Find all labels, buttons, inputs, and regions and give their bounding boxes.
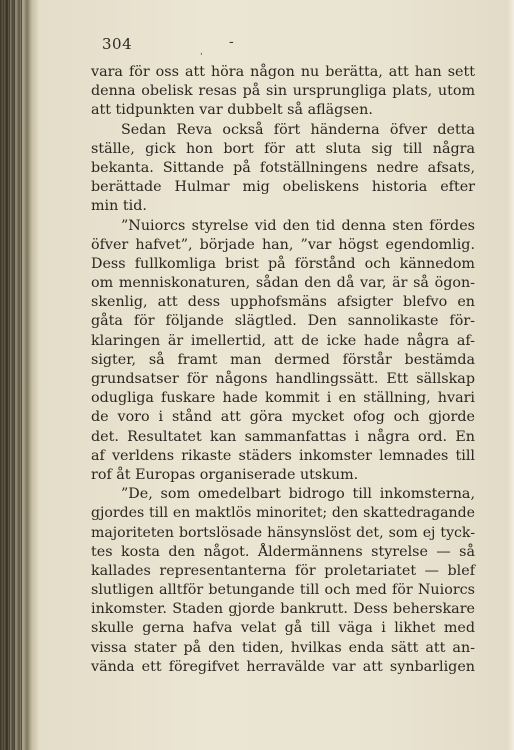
text-line: sigter, så framt man dermed förstår bestämda: [91, 351, 475, 368]
text-line: gåta för följande slägtled. Den sannolikaste för-: [91, 313, 475, 330]
text-line: inkomster. Staden gjorde bankrutt. Dess beherskare: [91, 601, 475, 618]
text-line: slutligen alltför betungande till och med för Nuiorcs: [91, 582, 475, 599]
body-text: [91, 63, 475, 677]
text-line: bekanta. Sittande på fotställningens nedre afsats,: [91, 159, 475, 176]
book-spine-shadow: [0, 0, 38, 750]
text-line: majoriteten bortslösade hänsynslöst det, som ej tyck-: [91, 524, 475, 541]
text-line: kallades representanterna för proletariatet — blef: [91, 562, 475, 579]
text-line: vara för oss att höra någon nu berätta, att han sett: [91, 64, 475, 80]
text-line: grundsatser för någons handlingssätt. Ett sällskap: [91, 371, 475, 387]
spine-edge-line: [14, 0, 15, 750]
text-line: skenlig, att dess upphofsmäns afsigter blefvo en: [91, 294, 475, 311]
page-number: 304: [102, 35, 133, 53]
text-line: tes kosta den något. Åldermännens styrelse — så: [91, 543, 475, 560]
text-line: Dess fullkomliga brist på förstånd och kännedom: [91, 255, 475, 272]
header-mark: -: [229, 34, 234, 50]
page-edge-highlight: [508, 0, 514, 750]
text-line: ”De, som omedelbart bidrogo till inkomsterna,: [121, 486, 475, 503]
text-line: odugliga fuskare hade kommit i en ställning, hvari: [91, 390, 475, 407]
text-line: att tidpunkten var dubbelt så aflägsen.: [91, 102, 373, 119]
text-line: skulle gerna hafva velat gå till väga i likhet med: [91, 620, 475, 637]
text-line: Sedan Reva också fört händerna öfver detta: [121, 121, 475, 138]
text-line: min tid.: [91, 198, 147, 215]
text-line: ”Nuiorcs styrelse vid den tid denna sten fördes: [121, 217, 475, 234]
text-line: ställe, gick hon bort för att sluta sig till några: [91, 140, 475, 157]
text-line: klaringen är imellertid, att de icke hade några af-: [91, 332, 475, 349]
text-line: om menniskonaturen, sådan den då var, är så ögon-: [91, 275, 475, 292]
print-speck: ˈ: [200, 53, 203, 63]
text-line: vända ett föregifvet herravälde var att synbarligen: [91, 658, 475, 675]
spine-edge-line: [3, 0, 4, 750]
spine-edge-line: [21, 0, 22, 750]
text-line: öfver hafvet”, började han, ”var högst egendomlig.: [91, 236, 475, 253]
spine-edge-line: [9, 0, 10, 750]
text-line: de voro i stånd att göra mycket ofog och gjorde: [91, 409, 475, 426]
text-line: det. Resultatet kan sammanfattas i några ord. En: [91, 428, 475, 445]
text-line: af verldens rikaste städers inkomster lemnades till: [91, 447, 475, 464]
text-line: denna obelisk resas på sin ursprungliga plats, utom: [91, 83, 475, 100]
text-line: rof åt Europas organiserade utskum.: [91, 466, 359, 483]
text-line: gjordes till en maktlös minoritet; den skattedragande: [91, 505, 475, 522]
text-line: berättade Hulmar mig obeliskens historia efter: [91, 179, 475, 196]
text-line: vissa stater på den tiden, hvilkas enda sätt att an-: [91, 639, 475, 656]
